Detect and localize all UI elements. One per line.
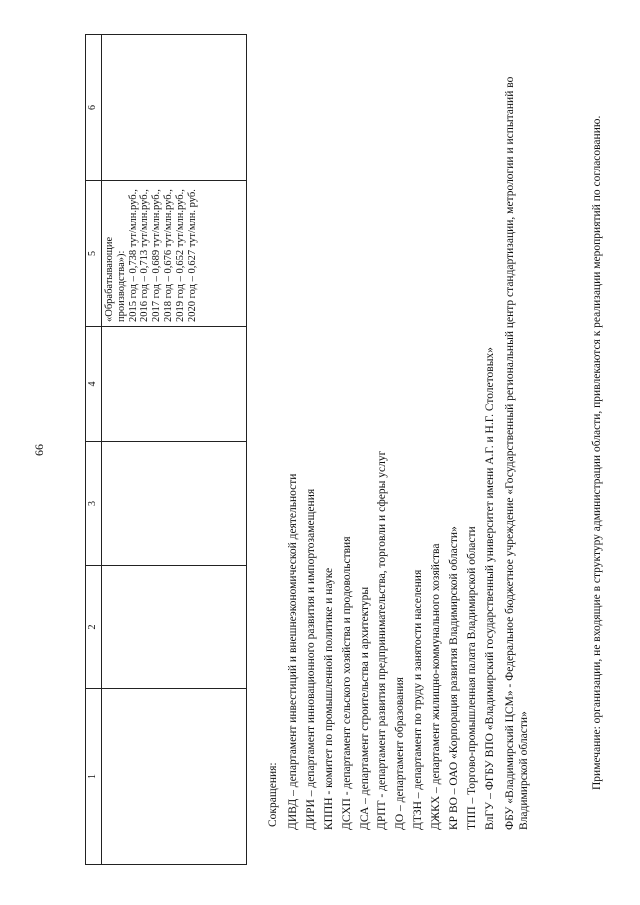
column-number-4: 4 (86, 327, 102, 442)
abbreviations-heading: Сокращения: (267, 762, 279, 827)
cell5-line: 2015 год – 0,738 тут/млн.руб., (127, 189, 139, 322)
page-number: 66 (32, 444, 46, 456)
table-cell-1 (102, 689, 247, 865)
column-number-2: 2 (86, 566, 102, 689)
column-number-6: 6 (86, 35, 102, 181)
table-row (102, 35, 247, 865)
column-number-1: 1 (86, 689, 102, 865)
column-number-3: 3 (86, 442, 102, 566)
cell5-line: производства»): (115, 250, 127, 322)
table-cell-3 (102, 442, 247, 566)
abbreviation-item: ТПП – Торгово-промышленная палата Владимирской области (465, 526, 478, 830)
column-number-5: 5 (86, 181, 102, 327)
abbreviation-item: ДРПТ - департамент развития предпринимательства, торговли и сферы услуг (376, 450, 389, 830)
measures-table (85, 34, 247, 865)
abbreviations-list (265, 30, 531, 830)
cell5-line: 2016 год – 0,713 тут/млн.руб., (139, 189, 151, 322)
abbreviation-item: КППН - комитет по промышленной политике и науке (322, 567, 335, 830)
cell5-line: 2020 год – 0,627 тут/млн. руб. (186, 189, 198, 322)
abbreviation-item: ДО – департамент образования (394, 677, 407, 830)
table-cell-6 (102, 35, 247, 181)
note-paragraph: Примечание: организации, не входящие в структуру администрации области, привлекаются к реализации мероприятий по согласованию. (591, 115, 603, 790)
table-cell-2 (102, 566, 247, 689)
cell5-line: «Обрабатывающие (104, 236, 115, 322)
table-cell-4 (102, 327, 247, 442)
abbreviation-item: ДСХП - департамент сельского хозяйства и продовольствия (340, 536, 353, 830)
table-header-row (86, 35, 102, 865)
cell5-line: 2019 год – 0,652 тут/млн.руб., (174, 189, 186, 322)
abbreviation-item: ДЖКХ – департамент жилищно-коммунального хозяйства (430, 543, 443, 830)
abbreviation-item: ДСА – департамент строительства и архитектуры (358, 586, 371, 830)
abbreviation-item: КР ВО – ОАО «Корпорация развития Владимирской области» (448, 526, 461, 830)
cell5-line: 2018 год – 0,676 тут/млн.руб., (162, 189, 174, 322)
abbreviation-item: ВлГУ – ФГБУ ВПО «Владимирский государственный университет имени А.Г. и Н.Г. Столетовых» (483, 347, 496, 830)
abbreviation-item: ДИВД – департамент инвестиций и внешнеэкономической деятельности (286, 473, 299, 830)
table-cell-5 (102, 181, 247, 327)
cell5-line: 2017 год – 0,689 тут/млн.руб., (151, 189, 163, 322)
abbreviation-item: ДТЗН – департамент по труду и занятости населения (412, 569, 425, 830)
abbreviation-item: ДИРИ – департамент инновационного развития и импортозамещения (304, 488, 317, 830)
abbreviation-item: ФБУ «Владимирский ЦСМ» - Федеральное бюджетное учреждение «Государственный региональный центр стандартизации, метрологии и испытаний во Владимирской области» (503, 76, 530, 830)
